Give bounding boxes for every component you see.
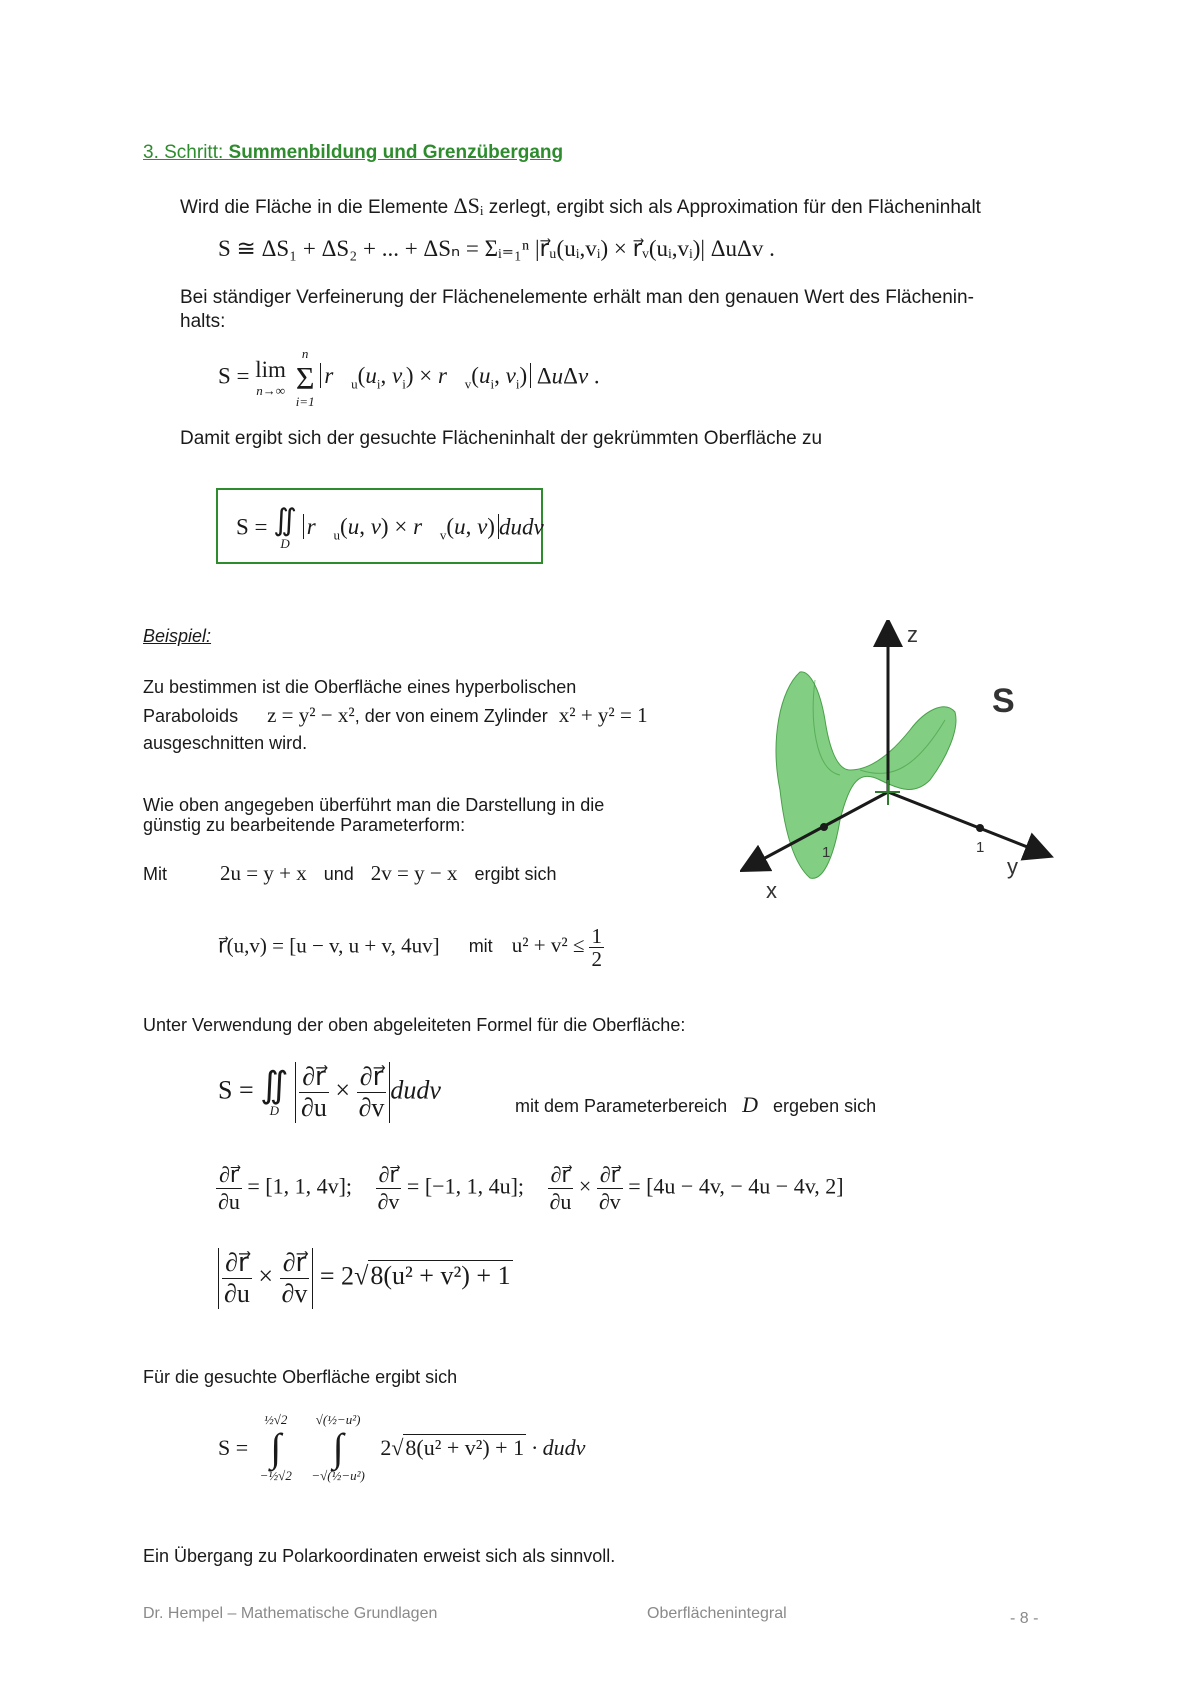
eq4-dv-c: ∂v <box>598 1189 621 1214</box>
eq6-integrand-a: 2 <box>380 1435 392 1460</box>
para3-text: Damit ergibt sich der gesuchte Flächeninhalt der gekrümmten Oberfläche zu <box>180 428 823 449</box>
eq5-rhs-sqrt: 8(u² + v²) + 1 <box>370 1261 511 1291</box>
y-tick-label: 1 <box>976 839 985 856</box>
surface-label: S <box>992 682 1015 720</box>
section-heading <box>143 142 563 164</box>
equation-limit: S = lim n→∞ n Σ i=1 $r⃗_u(u_i$, $v_i$) × $r⃗_v(u_i$, $v_i$) ΔuΔv . <box>218 346 600 409</box>
equation-partials <box>216 1162 844 1215</box>
eq5-dr-2: ∂r⃗ <box>280 1248 310 1279</box>
y-axis <box>888 792 1040 852</box>
eq6-inner-bot: −√(½−u²) <box>311 1468 365 1483</box>
eq3-dr-1: ∂r⃗ <box>299 1062 329 1093</box>
example-line5: günstig zu bearbeitende Parameterform: <box>143 815 466 835</box>
domain-num: 1 <box>591 924 602 948</box>
example-parameter-form <box>218 925 604 970</box>
equation-norm: $\frac{\partial r⃗}{\partial u}$ × $\frac{\partial r⃗}{\partial v}$ = 2√8(u² + v²) + 1 <box>218 1248 513 1309</box>
eq4-c: = [4u − 4v, − 4u − 4v, 2] <box>628 1173 844 1199</box>
eq3-times: × <box>335 1075 351 1105</box>
equation-partial-cross: S = ∬ D $\frac{\partial r⃗}{\partial u}$ × $\frac{\partial r⃗}{\partial v}$ dudv <box>218 1062 441 1122</box>
footer-page-number: - 8 - <box>1010 1610 1039 1627</box>
surface-shape <box>776 672 956 878</box>
mit-label: Mit <box>143 864 167 884</box>
mit2-label: mit <box>468 936 493 957</box>
eq4-a: = [1, 1, 4v]; <box>247 1173 353 1199</box>
eq4-b: = [−1, 1, 4u]; <box>406 1173 525 1199</box>
example-substitution <box>143 862 557 885</box>
eq2-sum-bot: i=1 <box>295 394 315 409</box>
eq3-note-b: ergeben sich <box>773 1096 877 1116</box>
example-line1: Zu bestimmen ist die Oberfläche eines hyperbolischen <box>143 677 577 697</box>
eq-v: 2v = y − x <box>370 861 458 885</box>
paraboloid-figure <box>740 620 1070 910</box>
eq5-rhs-a: = 2 <box>319 1261 355 1291</box>
para1-text-a: Wird die Fläche in die Elemente <box>180 197 449 218</box>
eq6-S: S = <box>218 1435 249 1460</box>
eq4-dr-a: ∂r⃗ <box>216 1162 242 1189</box>
eq2-sum-top: n <box>301 346 309 361</box>
eq3-note <box>515 1094 876 1117</box>
para2-line2: halts: <box>180 311 226 332</box>
domain-eq: u² + v² ≤ <box>511 933 585 958</box>
eq5-times: × <box>258 1261 274 1291</box>
example-line3: ausgeschnitten wird. <box>143 733 308 753</box>
paragraph-polar: Ein Übergang zu Polarkoordinaten erweist sich als sinnvoll. <box>143 1546 616 1566</box>
eq6-inner-top: √(½−u²) <box>315 1412 361 1427</box>
example-line2-a: Paraboloids <box>143 706 239 726</box>
section-heading-prefix: 3. Schritt: <box>143 142 229 163</box>
eq-u: 2u = y + x <box>220 861 307 885</box>
footer-left: Dr. Hempel – Mathematische Grundlagen <box>143 1605 438 1622</box>
domain-den: 2 <box>591 947 602 971</box>
param-eq: r⃗(u,v) = [u − v, u + v, 4uv] <box>218 933 440 958</box>
eq5-dr-1: ∂r⃗ <box>222 1248 252 1279</box>
eq3-note-D: D <box>742 1092 758 1117</box>
boxed-surface-formula: S = ∬ D $r⃗_u(u$, $v) \times r⃗_v(u$, v) dudv <box>216 488 543 564</box>
z-axis-label: z <box>907 622 918 647</box>
eq5-dv: ∂v <box>281 1279 308 1308</box>
paragraph-surface-result: Für die gesuchte Oberfläche ergibt sich <box>143 1367 458 1387</box>
footer-center: Oberflächenintegral <box>647 1605 787 1622</box>
eq3-dv: ∂v <box>358 1093 385 1122</box>
equation-approximation <box>218 236 775 262</box>
eq3-tail: dudv <box>390 1075 441 1105</box>
eq4-du-a: ∂u <box>218 1189 240 1214</box>
eq4-dr-b: ∂r⃗ <box>376 1162 402 1189</box>
eq4-times: × <box>578 1173 592 1199</box>
eq6-outer-bot: −½√2 <box>259 1468 292 1483</box>
x-tick-label: 1 <box>822 844 831 861</box>
example-paraboloid-eq: z = y² − x² <box>267 703 355 727</box>
eq6-outer-top: ½√2 <box>264 1412 288 1427</box>
eq4-dr-c2: ∂r⃗ <box>597 1162 623 1189</box>
eq6-integrand-b: · dudv <box>531 1435 586 1460</box>
equation-double-integral: S = ½√2 ∫ −½√2 √(½−u²) ∫ −√(½−u²) 2√8(u² + v²) + 1 · dudv <box>218 1412 586 1483</box>
paragraph-result-intro <box>180 427 822 451</box>
eq2-lim-sub: n→∞ <box>256 383 285 398</box>
eq3-du: ∂u <box>301 1093 327 1122</box>
example-cylinder-eq: x² + y² = 1 <box>558 703 648 727</box>
example-line4: Wie oben angegeben überführt man die Darstellung in die <box>143 795 605 815</box>
eq4-dv-b: ∂v <box>377 1189 400 1214</box>
paragraph-refinement <box>180 286 974 334</box>
section-heading-title: Summenbildung und Grenzübergang <box>228 142 564 163</box>
ergibt-label: ergibt sich <box>474 864 557 884</box>
und-label: und <box>323 864 354 884</box>
paragraph-formula-use: Unter Verwendung der oben abgeleiteten Formel für die Oberfläche: <box>143 1015 686 1035</box>
eq4-dr-c1: ∂r⃗ <box>548 1162 574 1189</box>
example-line2-b: , der von einem Zylinder <box>354 706 548 726</box>
para1-symbol: ΔSᵢ <box>453 193 484 218</box>
eq3-dr-2: ∂r⃗ <box>357 1062 387 1093</box>
x-axis-label: x <box>766 878 777 903</box>
example-label: Beispiel: <box>143 626 212 646</box>
para1-text-b: zerlegt, ergibt sich als Approximation für den Flächeninhalt <box>488 197 981 218</box>
y-axis-label: y <box>1007 854 1018 879</box>
eq3-sub: D <box>269 1102 280 1118</box>
eq3-note-a: mit dem Parameterbereich <box>515 1096 728 1116</box>
eq1-text: S ≅ ΔS₁ + ΔS₂ + ... + ΔSₙ = Σᵢ₌₁ⁿ |r⃗ᵤ(uᵢ,vᵢ) × r⃗ᵥ(uᵢ,vᵢ)| ΔuΔv . <box>218 236 775 261</box>
x-tick-dot <box>820 823 828 831</box>
para2-line1: Bei ständiger Verfeinerung der Flächenelemente erhält man den genauen Wert des Flächenin- <box>180 287 974 308</box>
paragraph-approximation <box>180 194 981 220</box>
boxed-eq-sub: D <box>280 536 290 551</box>
eq6-integrand-sqrt: 8(u² + v²) + 1 <box>405 1435 525 1460</box>
eq4-du-c: ∂u <box>549 1189 572 1214</box>
eq5-du: ∂u <box>224 1279 250 1308</box>
example-line2 <box>143 704 648 727</box>
y-tick-dot <box>976 824 984 832</box>
